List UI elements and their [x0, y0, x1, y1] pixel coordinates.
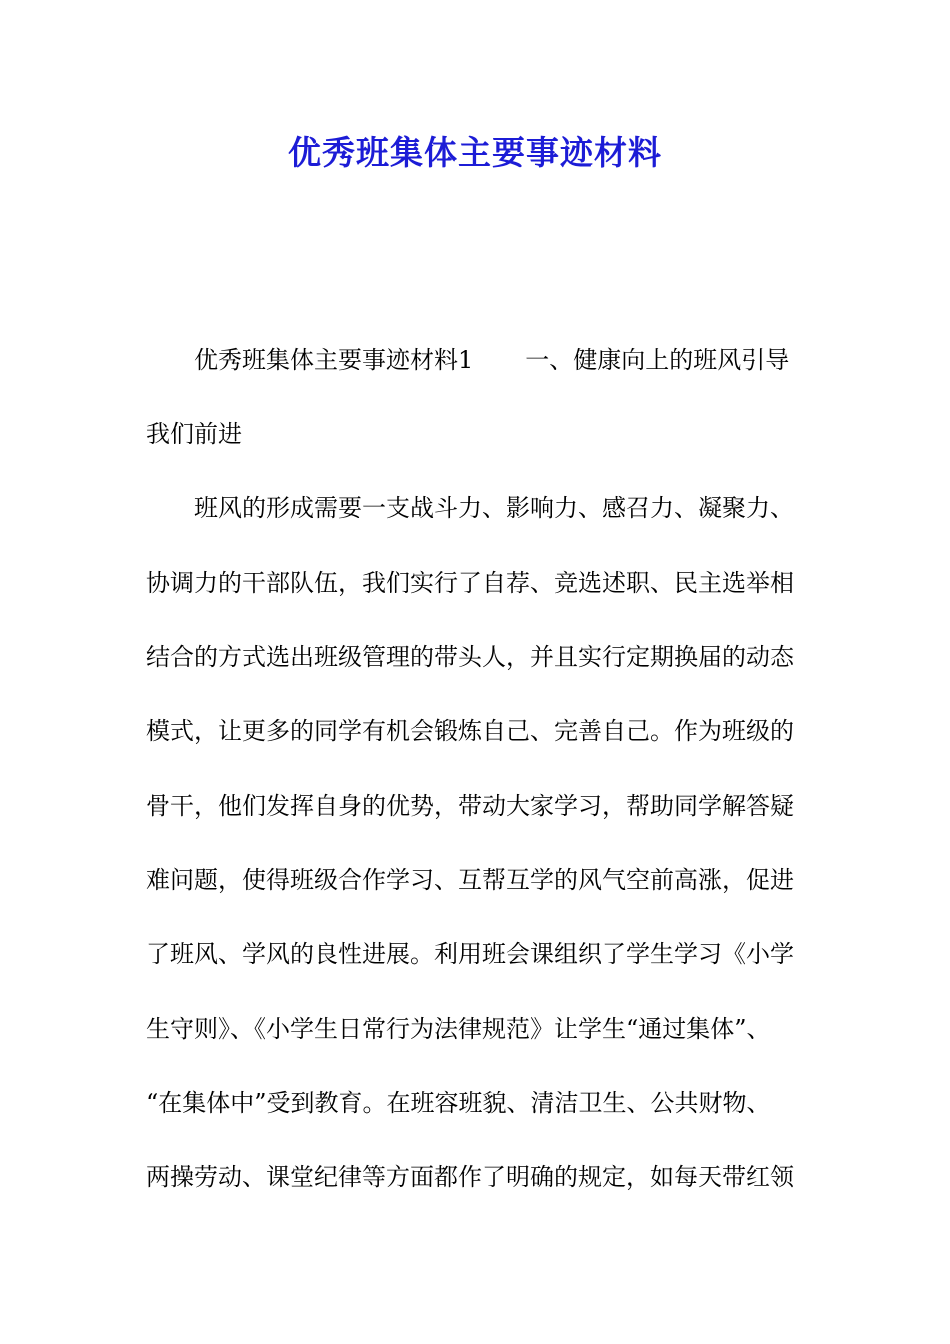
body-line-5: 结合的方式选出班级管理的带头人，并且实行定期换届的动态	[146, 643, 794, 671]
body-line-2: 我们前进	[146, 420, 242, 448]
body-line-12: 两操劳动、课堂纪律等方面都作了明确的规定，如每天带红领	[146, 1163, 794, 1191]
section-heading: 优秀班集体主要事迹材料1	[194, 346, 474, 374]
body-line-8: 难问题，使得班级合作学习、互帮互学的风气空前高涨，促进	[146, 866, 794, 894]
body-line-3: 班风的形成需要一支战斗力、影响力、感召力、凝聚力、	[194, 494, 794, 522]
body-line-10: 生守则》、《小学生日常行为法律规范》让学生“通过集体”、	[146, 1015, 771, 1043]
body-line-7: 骨干，他们发挥自身的优势，带动大家学习，帮助同学解答疑	[146, 792, 794, 820]
subsection-heading: 一、健康向上的班风引导	[525, 346, 790, 374]
body-line-11: “在集体中”受到教育。在班容班貌、清洁卫生、公共财物、	[146, 1089, 771, 1117]
body-line-9: 了班风、学风的良性进展。利用班会课组织了学生学习《小学	[146, 940, 794, 968]
body-line-6: 模式，让更多的同学有机会锻炼自己、完善自己。作为班级的	[146, 717, 794, 745]
document-title: 优秀班集体主要事迹材料	[288, 133, 662, 172]
body-line-4: 协调力的干部队伍，我们实行了自荐、竞选述职、民主选举相	[146, 569, 794, 597]
body-line-1	[194, 342, 874, 378]
